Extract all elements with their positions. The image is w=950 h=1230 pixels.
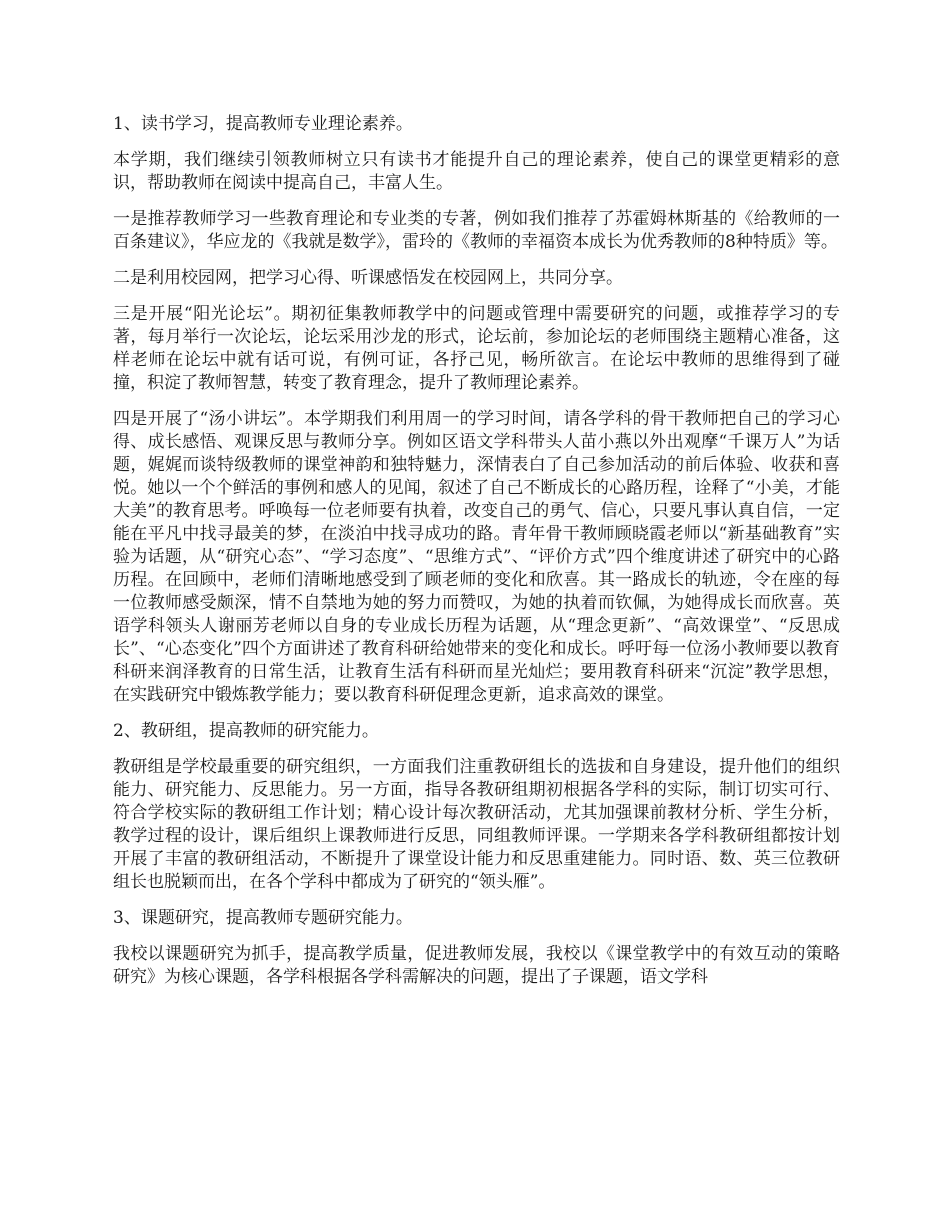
paragraph-recommended-books: 一是推荐教师学习一些教育理论和专业类的专著，例如我们推荐了苏霍姆林斯基的《给教师的一百条建议》，华应龙的《我就是数学》，雷玲的《教师的幸福资本成长为优秀教师的8种特质》等。 <box>113 209 840 252</box>
section-heading-teaching-research: 2、教研组，提高教师的研究能力。 <box>113 721 379 741</box>
section-heading-project-research: 3、课题研究，提高教师专题研究能力。 <box>113 908 413 928</box>
paragraph-project-research: 我校以课题研究为抓手，提高教学质量，促进教师发展，我校以《课堂教学中的有效互动的策略研究》为核心课题，各学科根据各学科需解决的问题，提出了子课题，语文学科 <box>113 944 840 987</box>
paragraph-sunshine-forum: 三是开展“阳光论坛”。期初征集教师教学中的问题或管理中需要研究的问题，或推荐学习的专著，每月举行一次论坛，论坛采用沙龙的形式，论坛前，参加论坛的老师围绕主题精心准备，这样老师在论坛中就有话可说，有例可证，各抒己见，畅所欲言。在论坛中教师的思维得到了碰撞，积淀了教师智慧，转变了教育理念，提升了教师理论素养。 <box>113 304 840 393</box>
paragraph-teaching-research-group: 教研组是学校最重要的研究组织，一方面我们注重教研组长的选拔和自身建设，提升他们的组织能力、研究能力、反思能力。另一方面，指导各教研组期初根据各学科的实际，制订切实可行、符合学校实际的教研组工作计划；精心设计每次教研活动，尤其加强课前教材分析、学生分析，教学过程的设计，课后组织上课教师进行反思，同组教师评课。一学期来各学科教研组都按计划开展了丰富的教研组活动，不断提升了课堂设计能力和反思重建能力。同时语、数、英三位教研组长也脱颖而出，在各个学科中都成为了研究的“领头雁”。 <box>113 757 840 892</box>
document-page <box>113 113 840 1002</box>
paragraph-reading-intro: 本学期，我们继续引领教师树立只有读书才能提升自己的理论素养，使自己的课堂更精彩的意识，帮助教师在阅读中提高自己，丰富人生。 <box>113 150 840 193</box>
paragraph-campus-network: 二是利用校园网，把学习心得、听课感悟发在校园网上，共同分享。 <box>113 268 623 288</box>
paragraph-tangxiao-lecture: 四是开展了“汤小讲坛”。本学期我们利用周一的学习时间，请各学科的骨干教师把自己的学习心得、成长感悟、观课反思与教师分享。例如区语文学科带头人苗小燕以外出观摩“千课万人”为话题，娓娓而谈特级教师的课堂神韵和独特魅力，深情表白了自己参加活动的前后体验、收获和喜悦。她以一个个鲜活的事例和感人的见闻，叙述了自己不断成长的心路历程，诠释了“小美，才能大美”的教育思考。呼唤每一位老师要有执着，改变自己的勇气、信心，只要凡事认真自信，一定能在平凡中找寻最美的梦，在淡泊中找寻成功的路。青年骨干教师顾晓霞老师以“新基础教育”实验为话题，从“研究心态”、“学习态度”、“思维方式”、“评价方式”四个维度讲述了研究中的心路历程。在回顾中，老师们清晰地感受到了顾老师的变化和欣喜。其一路成长的轨迹，令在座的每一位教师感受颇深，情不自禁地为她的努力而赞叹，为她的执着而钦佩，为她得成长而欣喜。英语学科领头人谢丽芳老师以自身的专业成长历程为话题，从“理念更新”、“高效课堂”、“反思成长”、“心态变化”四个方面讲述了教育科研给她带来的变化和成长。呼吁每一位汤小教师要以教育科研来润泽教育的日常生活，让教育生活有科研而星光灿烂；要用教育科研来“沉淀”教学思想，在实践研究中锻炼教学能力；要以教育科研促理念更新，追求高效的课堂。 <box>113 409 840 705</box>
section-heading-reading: 1、读书学习，提高教师专业理论素养。 <box>113 114 413 134</box>
